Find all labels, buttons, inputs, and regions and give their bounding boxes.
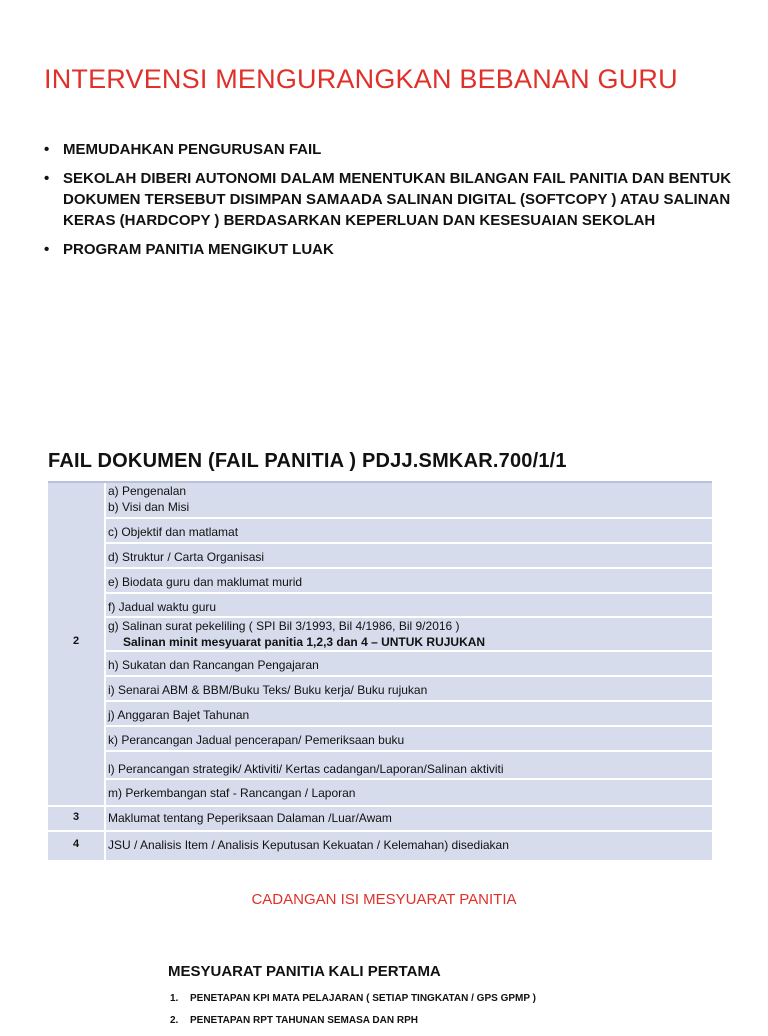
item-text: Maklumat tentang Peperiksaan Dalaman /Luar/Awam — [108, 811, 392, 825]
table-subrow — [106, 544, 712, 569]
item-text: PENETAPAN RPT TAHUNAN SEMASA DAN RPH — [190, 1015, 418, 1026]
item-text: j) Anggaran Bajet Tahunan — [108, 708, 250, 722]
bullet-text: SEKOLAH DIBERI AUTONOMI DALAM MENENTUKAN BILANGAN FAIL PANITIA DAN BENTUK DOKUMEN TERSEBUT DISIMPAN SAMAADA SALINAN DIGITAL (SOFTCOPY ) ATAU SALINAN KERAS (HARDCOPY ) BERDASARKAN KEPERLUAN DAN KESESUAIAN SEKOLAH — [63, 170, 732, 229]
document-table — [48, 481, 712, 860]
item-text: m) Perkembangan staf - Rancangan / Laporan — [108, 786, 356, 800]
item-text: b) Visi dan Misi — [108, 500, 190, 514]
item-number: 1. — [170, 993, 179, 1004]
row-number: 4 — [72, 838, 80, 850]
bullet-text: MEMUDAHKAN PENGURUSAN FAIL — [63, 141, 322, 158]
table-heading: FAIL DOKUMEN (FAIL PANITIA ) PDJJ.SMKAR.700/1/1 — [48, 450, 567, 472]
table-subrow — [106, 483, 712, 519]
table-subrow — [106, 519, 712, 544]
bullet-list — [44, 139, 734, 260]
item-text: d) Struktur / Carta Organisasi — [108, 550, 265, 564]
item-text: c) Objektif dan matlamat — [108, 525, 239, 539]
bullet-item — [44, 139, 734, 160]
list-item — [170, 1014, 536, 1028]
table-subrow — [106, 727, 712, 752]
row-number-cell — [48, 832, 106, 860]
table-subrow — [106, 677, 712, 702]
table-subrow — [106, 752, 712, 780]
bullet-dot-icon: • — [44, 170, 50, 187]
item-text: Salinan minit mesyuarat panitia 1,2,3 dan 4 – UNTUK RUJUKAN — [123, 635, 486, 649]
item-text: h) Sukatan dan Rancangan Pengajaran — [108, 658, 319, 672]
row-number: 3 — [72, 811, 80, 823]
meeting-title: MESYUARAT PANITIA KALI PERTAMA — [168, 963, 441, 980]
item-text: k) Perancangan Jadual pencerapan/ Pemeriksaan buku — [108, 733, 405, 747]
table-subrow — [106, 569, 712, 594]
table-subrow — [106, 807, 712, 830]
table-subrow — [106, 780, 712, 805]
item-number: 2. — [170, 1015, 179, 1026]
item-text: f) Jadual waktu guru — [108, 600, 217, 614]
row-content-cell — [106, 483, 712, 805]
table-subrow — [106, 702, 712, 727]
item-text: l) Perancangan strategik/ Aktiviti/ Kertas cadangan/Laporan/Salinan aktiviti — [108, 762, 504, 776]
slide-title: INTERVENSI MENGURANGKAN BEBANAN GURU — [44, 64, 678, 94]
item-text: i) Senarai ABM & BBM/Buku Teks/ Buku kerja/ Buku rujukan — [108, 683, 428, 697]
meeting-item-list — [170, 992, 536, 1036]
list-item — [170, 992, 536, 1006]
item-text: JSU / Analisis Item / Analisis Keputusan Kekuatan / Kelemahan) disediakan — [108, 838, 509, 852]
table-subrow — [106, 594, 712, 618]
bullet-item — [44, 239, 734, 260]
item-text: g) Salinan surat pekeliling ( SPI Bil 3/1993, Bil 4/1986, Bil 9/2016 ) — [108, 619, 460, 633]
table-row — [48, 481, 712, 805]
table-row — [48, 807, 712, 830]
table-subrow — [106, 618, 712, 652]
table-row — [48, 832, 712, 860]
item-text: a) Pengenalan — [108, 484, 187, 498]
row-number: 2 — [72, 635, 80, 647]
bullet-dot-icon: • — [44, 241, 50, 258]
table-subrow — [106, 832, 712, 860]
bullet-text: PROGRAM PANITIA MENGIKUT LUAK — [63, 241, 334, 258]
item-text: PENETAPAN KPI MATA PELAJARAN ( SETIAP TINGKATAN / GPS GPMP ) — [190, 993, 536, 1004]
section-heading: CADANGAN ISI MESYUARAT PANITIA — [251, 891, 517, 908]
row-number-cell — [48, 483, 106, 805]
row-content-cell — [106, 807, 712, 830]
bullet-dot-icon: • — [44, 141, 50, 158]
table-subrow — [106, 652, 712, 677]
item-text: e) Biodata guru dan maklumat murid — [108, 575, 303, 589]
row-content-cell — [106, 832, 712, 860]
row-number-cell — [48, 807, 106, 830]
bullet-item — [44, 168, 734, 231]
